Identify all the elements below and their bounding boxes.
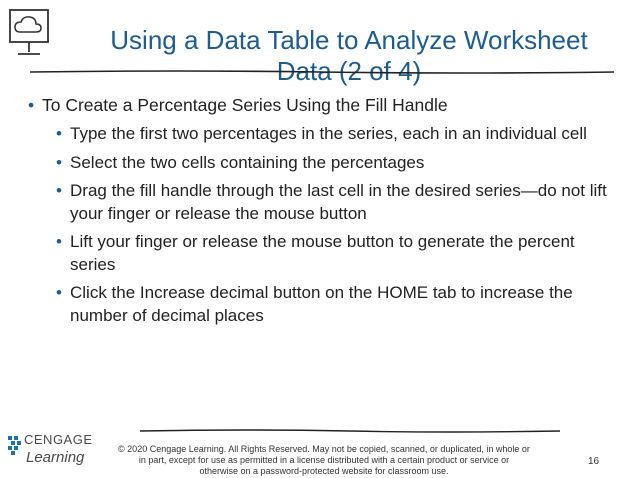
bullet-dot: • <box>56 181 62 200</box>
slide-content <box>28 94 623 333</box>
sub-bullet-list <box>28 123 623 327</box>
sub-bullet-2 <box>28 152 623 175</box>
sub-bullet-3 <box>28 180 623 225</box>
logo-text-learning: Learning <box>26 449 85 466</box>
main-bullet: • To Create a Percentage Series Using the Fill Handle <box>28 94 623 117</box>
logo-text-cengage: CENGAGE <box>24 432 93 447</box>
sub-bullet-5 <box>28 282 623 327</box>
sub-bullet-text: Click the Increase decimal button on the HOME tab to increase the number of decimal places <box>70 283 573 325</box>
cloud-monitor-icon <box>8 4 50 62</box>
bullet-dot: • <box>56 152 62 172</box>
bullet-dot: • <box>56 232 62 251</box>
sub-bullet-4 <box>28 231 623 276</box>
title-line-1: Using a Data Table to Analyze Worksheet <box>110 25 588 56</box>
copyright-notice <box>96 444 552 477</box>
bullet-dot: • <box>56 283 62 302</box>
copyright-line-1: © 2020 Cengage Learning. All Rights Reserved. May not be copied, scanned, or duplicated, in whole or <box>118 444 530 454</box>
copyright-line-3: otherwise on a password-protected website for classroom use. <box>199 466 449 476</box>
sub-bullet-text: Type the first two percentages in the series, each in an individual cell <box>70 124 587 143</box>
slide-title <box>64 25 634 87</box>
bullet-dot: • <box>56 124 62 143</box>
title-line-2: Data (2 of 4) <box>276 56 422 87</box>
footer-divider <box>140 428 560 434</box>
copyright-line-2: in part, except for use as permitted in a license distributed with a certain product or service or <box>138 455 510 465</box>
header-divider <box>30 69 614 75</box>
sub-bullet-text: Drag the fill handle through the last cell in the desired series—do not lift your finger or release the mouse button <box>70 181 607 223</box>
sub-bullet-text: Lift your finger or release the mouse button to generate the percent series <box>70 232 575 274</box>
sub-bullet-text: Select the two cells containing the percentages <box>70 152 425 172</box>
sub-bullet-1 <box>28 123 623 146</box>
page-number: 16 <box>588 456 600 467</box>
